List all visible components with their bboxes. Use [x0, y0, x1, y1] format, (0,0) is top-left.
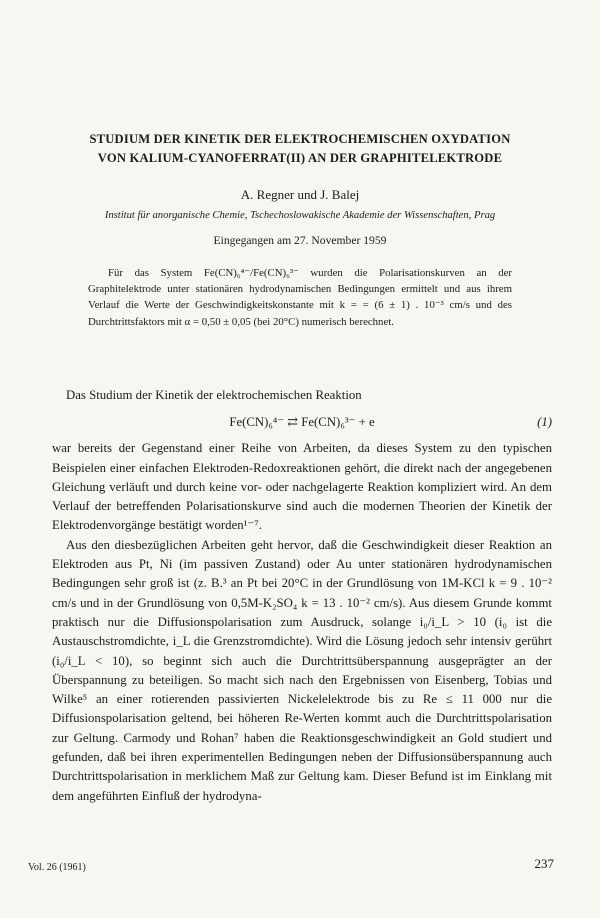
abstract-text: Für das System Fe(CN)₆⁴⁻/Fe(CN)₆³⁻ wurden die Polarisationskurven an der Graphitelektrode unter stationären hydrodynamischen Bedingungen ermittelt und aus ihrem Verlauf die Werte der Geschwindigkeitskonstante mit k = = (6 ± 1) . 10⁻³ cm/s und des Durchtrittsfaktors mit α = 0,50 ± 0,05 (bei 20°C) numerisch berechnet.: [88, 267, 512, 328]
equation-1: [52, 411, 552, 437]
article-title: [40, 130, 560, 168]
authors: A. Regner und J. Balej: [240, 187, 360, 202]
article-body: [52, 386, 552, 806]
equation-text: Fe(CN)₆⁴⁻ ⇄ Fe(CN)₆³⁻ + e: [229, 415, 375, 430]
equation-number: (1): [537, 415, 552, 430]
title-line-1: STUDIUM DER KINETIK DER ELEKTROCHEMISCHEN OXYDATION: [89, 132, 511, 146]
affiliation: Institut für anorganische Chemie, Tschechoslowakische Akademie der Wissenschaften, Prag: [104, 210, 496, 221]
volume-info: Vol. 26 (1961): [28, 862, 86, 873]
received-date: Eingegangen am 27. November 1959: [213, 234, 387, 247]
abstract: [88, 265, 512, 330]
intro-sentence: Das Studium der Kinetik der elektrochemischen Reaktion: [66, 388, 362, 402]
paragraph-1: war bereits der Gegenstand einer Reihe von Arbeiten, da dieses System zu den typischen Beispielen einer einfachen Elektroden-Redoxreaktionen gehört, die direkt nach der angegebenen Gleichung verläuft und durch keine vor- oder nachgelagerte Reaktion kompliziert wird. An dem Verlauf der betreffenden Polarisationskurve sind auch die modernen Theorien der Kinetik der Elektrodenvorgänge bestätigt worden¹⁻⁷.: [52, 441, 552, 533]
page-number: 237: [534, 856, 554, 871]
paragraph-2: Aus den diesbezüglichen Arbeiten geht hervor, daß die Geschwindigkeit dieser Reaktion an Elektroden aus Pt, Ni (im passiven Zustand) oder Au unter stationären hydrodynamischen Bedingungen sehr groß ist (z. B.³ an Pt bei 20°C in der Grundlösung von 1M-KCl k = 9 . 10⁻² cm/s und in der Grundlösung von 0,5M-K₂SO₄ k = 13 . 10⁻² cm/s). Aus diesem Grunde kommt praktisch nur die Diffusionspolarisation zum Ausdruck, solange i₀/i_L > 10 (i₀ ist die Austauschstromdichte, i_L die Grenzstromdichte). Wird die Lösung jedoch sehr intensiv gerührt (i₀/i_L < 10), so beginnt sich auch die Durchtrittsüberspannung ausgeprägter an der Überspannung zu beteiligen. So macht sich nach den Ergebnissen von Eisenberg, Tobias und Wilke⁵ an einer rotierenden passivierten Nickelelektrode bis zu Re ≤ 11 000 nur die Diffusionspolarisation geltend, bei höheren Re-Werten kommt auch die Durchtrittspolarisation zur Geltung. Carmody und Rohan⁷ haben die Reaktionsgeschwindigkeit an Gold studiert und gefunden, daß bei ihren experimentellen Bedingungen neben der Diffusionsüberspannung auch Durchtrittspolarisation in merklichem Maß zur Geltung kam. Dieser Befund ist im Einklang mit dem angeführten Einfluß der hydrodyna-: [52, 537, 552, 803]
title-line-2: VON KALIUM-CYANOFERRAT(II) AN DER GRAPHITELEKTRODE: [97, 151, 503, 165]
